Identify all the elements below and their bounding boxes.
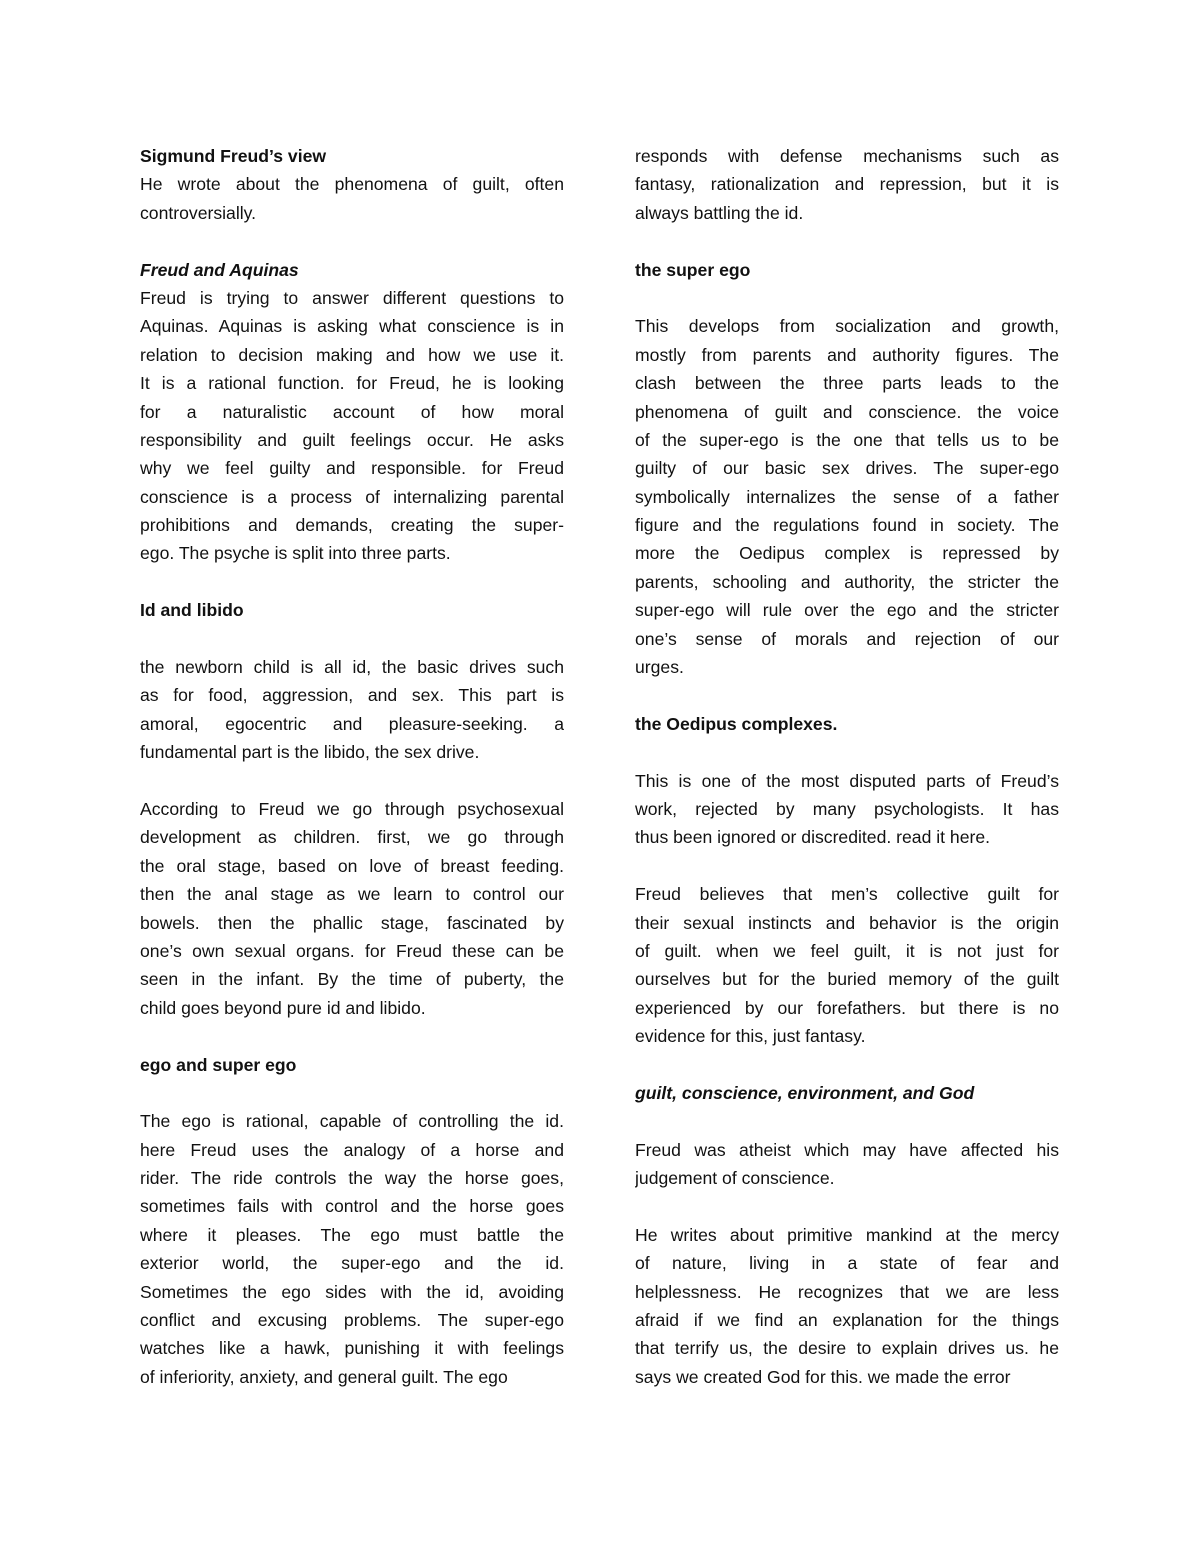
text-line: Sometimes the ego sides with the id, avoiding <box>140 1281 564 1302</box>
text-line: Freud is trying to answer different questions to <box>140 287 564 308</box>
right-paragraph <box>635 1136 1059 1193</box>
text-line: that terrify us, the desire to explain drives us. he <box>635 1338 1059 1359</box>
section-heading-id-and-libido: Id and libido <box>140 600 244 621</box>
right-paragraph <box>635 880 1059 1050</box>
text-line: urges. <box>635 657 684 678</box>
text-line: responds with defense mechanisms such as <box>635 146 1059 166</box>
text-line: afraid if we find an explanation for the things <box>635 1310 1059 1331</box>
text-line: here Freud uses the analogy of a horse and <box>140 1139 564 1160</box>
text-line: the newborn child is all id, the basic drives such <box>140 657 564 678</box>
text-line: amoral, egocentric and pleasure-seeking. a <box>140 713 564 734</box>
text-line: their sexual instincts and behavior is the origin <box>635 912 1059 933</box>
text-line: clash between the three parts leads to the <box>635 373 1059 394</box>
text-line: of nature, living in a state of fear and <box>635 1253 1059 1274</box>
text-line: of inferiority, anxiety, and general guilt. The ego <box>140 1366 508 1387</box>
section-heading-the-super-ego: the super ego <box>635 259 751 280</box>
text-line: one’s sense of morals and rejection of our <box>635 628 1059 649</box>
left-paragraph <box>140 1107 564 1391</box>
spacer <box>635 1051 1059 1079</box>
text-line: ourselves but for the buried memory of the guilt <box>635 969 1059 990</box>
right-paragraph <box>635 767 1059 852</box>
text-line: more the Oedipus complex is repressed by <box>635 543 1059 564</box>
text-line: prohibitions and demands, creating the super- <box>140 515 564 536</box>
text-line: judgement of conscience. <box>635 1168 835 1189</box>
section-heading-sigmund-freud-s-view: Sigmund Freud’s view <box>140 146 327 166</box>
text-line: of guilt. when we feel guilt, it is not just for <box>635 940 1059 961</box>
text-line: conflict and excusing problems. The super-ego <box>140 1310 564 1331</box>
spacer <box>635 738 1059 766</box>
text-line: conscience is a process of internalizing parental <box>140 486 564 507</box>
text-line: watches like a hawk, punishing it with feelings <box>140 1338 564 1359</box>
text-line: experienced by our forefathers. but there is no <box>635 997 1059 1018</box>
right-column <box>635 142 1059 1391</box>
text-line: then the anal stage as we learn to control our <box>140 884 564 905</box>
text-line: evidence for this, just fantasy. <box>635 1026 866 1047</box>
spacer <box>635 1107 1059 1135</box>
spacer <box>140 227 564 255</box>
section-heading-guilt-conscience-environment-and-god: guilt, conscience, environment, and God <box>635 1082 975 1103</box>
text-line: According to Freud we go through psychosexual <box>140 798 564 819</box>
right-paragraph <box>635 1221 1059 1391</box>
text-line: helplessness. He recognizes that we are less <box>635 1281 1059 1302</box>
left-paragraph <box>140 284 564 568</box>
section-heading-ego-and-super-ego: ego and super ego <box>140 1054 297 1075</box>
text-line: always battling the id. <box>635 202 804 223</box>
text-line: seen in the infant. By the time of puberty, the <box>140 969 564 990</box>
text-line: parents, schooling and authority, the stricter the <box>635 571 1059 592</box>
text-line: relation to decision making and how we use it. <box>140 344 564 365</box>
text-line: as for food, aggression, and sex. This part is <box>140 685 564 706</box>
text-line: where it pleases. The ego must battle the <box>140 1224 564 1245</box>
text-line: one’s own sexual organs. for Freud these can be <box>140 940 564 961</box>
text-line: the oral stage, based on love of breast feeding. <box>140 855 564 876</box>
text-line: mostly from parents and authority figures. The <box>635 344 1059 365</box>
spacer <box>140 1079 564 1107</box>
text-line: why we feel guilty and responsible. for Freud <box>140 458 564 479</box>
text-line: work, rejected by many psychologists. It has <box>635 798 1059 819</box>
text-line: It is a rational function. for Freud, he is looking <box>140 373 564 394</box>
spacer <box>635 681 1059 709</box>
text-line: This is one of the most disputed parts of Freud’s <box>635 770 1059 791</box>
text-line: says we created God for this. we made the error <box>635 1366 1011 1387</box>
text-line: phenomena of guilt and conscience. the voice <box>635 401 1059 422</box>
text-line: rider. The ride controls the way the horse goes, <box>140 1168 564 1189</box>
spacer <box>140 625 564 653</box>
spacer <box>635 227 1059 255</box>
right-paragraph <box>635 312 1059 681</box>
text-line: The ego is rational, capable of controlling the id. <box>140 1111 564 1132</box>
spacer <box>635 852 1059 880</box>
spacer <box>140 1022 564 1050</box>
text-line: thus been ignored or discredited. read it here. <box>635 827 991 848</box>
text-line: exterior world, the super-ego and the id. <box>140 1253 564 1274</box>
text-line: sometimes fails with control and the horse goes <box>140 1196 564 1217</box>
right-paragraph <box>635 142 1059 227</box>
text-line: responsibility and guilt feelings occur. He asks <box>140 429 564 450</box>
spacer <box>140 568 564 596</box>
text-line: figure and the regulations found in society. The <box>635 515 1059 536</box>
text-line: He writes about primitive mankind at the mercy <box>635 1224 1059 1245</box>
text-line: fantasy, rationalization and repression, but it is <box>635 174 1059 195</box>
text-line: development as children. first, we go through <box>140 827 564 848</box>
text-line: bowels. then the phallic stage, fascinated by <box>140 912 564 933</box>
text-line: Freud believes that men’s collective guilt for <box>635 884 1059 905</box>
left-paragraph <box>140 795 564 1022</box>
left-column <box>140 142 564 1391</box>
left-paragraph <box>140 653 564 767</box>
text-line: fundamental part is the libido, the sex drive. <box>140 742 480 763</box>
text-line: super-ego will rule over the ego and the stricter <box>635 600 1059 621</box>
section-heading-the-oedipus-complexes: the Oedipus complexes. <box>635 713 838 734</box>
text-line: controversially. <box>140 202 257 223</box>
text-line: symbolically internalizes the sense of a father <box>635 486 1059 507</box>
text-line: This develops from socialization and growth, <box>635 316 1059 337</box>
text-line: of the super-ego is the one that tells us to be <box>635 429 1059 450</box>
text-line: Freud was atheist which may have affected his <box>635 1139 1059 1160</box>
spacer <box>635 284 1059 312</box>
spacer <box>140 767 564 795</box>
text-line: guilty of our basic sex drives. The super-ego <box>635 458 1059 479</box>
text-line: for a naturalistic account of how moral <box>140 401 564 422</box>
left-paragraph <box>140 170 564 227</box>
text-line: child goes beyond pure id and libido. <box>140 997 426 1018</box>
spacer <box>635 1192 1059 1220</box>
text-line: ego. The psyche is split into three parts. <box>140 543 451 564</box>
text-line: He wrote about the phenomena of guilt, often <box>140 174 564 195</box>
section-heading-freud-and-aquinas: Freud and Aquinas <box>140 259 299 280</box>
text-line: Aquinas. Aquinas is asking what conscience is in <box>140 316 564 337</box>
